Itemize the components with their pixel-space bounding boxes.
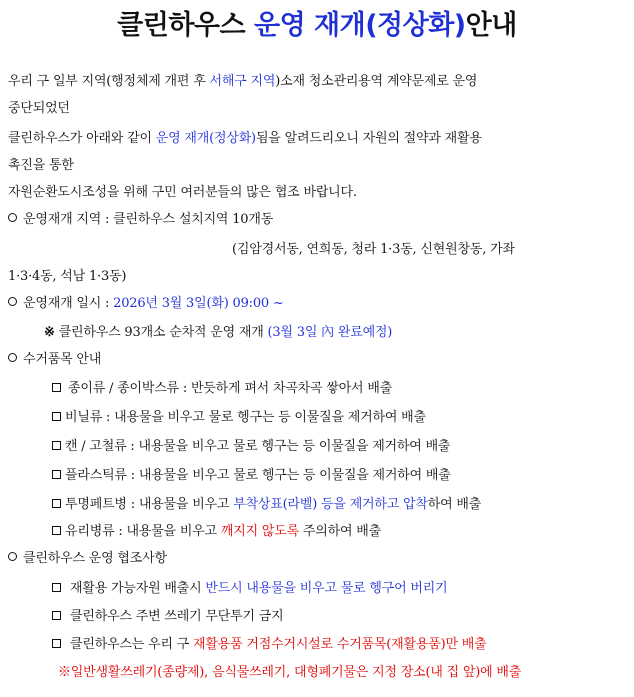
square-bullet-icon	[52, 526, 61, 535]
square-bullet-icon	[52, 499, 61, 508]
coop-text: 재활용 가능자원 배출시	[70, 581, 206, 596]
title-highlight: 운영 재개(정상화)	[253, 10, 466, 41]
square-bullet-icon	[52, 412, 61, 421]
item-text: 비닐류 : 내용물을 비우고 물로 헹구는 등 이물질을 제거하여 배출	[65, 410, 426, 425]
square-bullet-icon	[52, 441, 61, 450]
circle-bullet-icon	[8, 297, 17, 306]
title-part-1: 클린하우스	[117, 10, 254, 41]
intro-highlight: 운영 재개(정상화)	[155, 131, 256, 146]
item-text: 유리병류 : 내용물을 비우고	[65, 524, 221, 539]
coop-text: 클린하우스 주변 쓰레기 무단투기 금지	[70, 609, 284, 624]
square-bullet-icon	[52, 383, 61, 392]
area-heading	[8, 211, 273, 229]
item-plastic	[52, 467, 451, 485]
area-detail-1: (김암경서동, 연희동, 청라 1·3동, 신현원창동, 가좌	[232, 242, 515, 257]
intro-text: 우리 구 일부 지역(행정체제 개편 후	[8, 74, 210, 89]
circle-bullet-icon	[8, 552, 17, 561]
items-heading-text: 수거품목 안내	[23, 352, 102, 367]
area-detail-2: 1·3·4동, 석남 1·3동)	[8, 269, 127, 284]
item-paper	[52, 380, 392, 398]
coop-highlight: 재활용품 거점수거시설로 수거품목(재활용품)만 배출	[193, 637, 487, 652]
item-text: 투명페트병 : 내용물을 비우고	[65, 497, 234, 512]
coop-warning: ※일반생활쓰레기(종량제), 음식물쓰레기, 대형폐기물은 지정 장소(내 집 앞)에 배출	[58, 665, 522, 680]
schedule-note	[44, 324, 392, 342]
schedule-label: 운영재개 일시 :	[23, 296, 114, 311]
square-bullet-icon	[52, 470, 61, 479]
item-text: 플라스틱류 : 내용물을 비우고 물로 헹구는 등 이물질을 제거하여 배출	[65, 468, 451, 483]
item-highlight: 부착상표(라벨) 등을 제거하고 압착	[233, 497, 428, 512]
item-text: 캔 / 고철류 : 내용물을 비우고 물로 헹구는 등 이물질을 제거하여 배출	[65, 439, 451, 454]
intro-line-1	[8, 73, 477, 91]
intro-line-3	[8, 130, 482, 148]
coop-item-1	[52, 580, 448, 598]
intro-line-2: 중단되었던	[8, 101, 70, 116]
reference-mark-icon: ※	[44, 325, 55, 340]
items-heading	[8, 351, 101, 369]
square-bullet-icon	[52, 639, 61, 648]
coop-highlight: 반드시 내용물을 비우고 물로 헹구어 버리기	[205, 581, 448, 596]
circle-bullet-icon	[8, 353, 17, 362]
item-glass	[52, 523, 381, 541]
circle-bullet-icon	[8, 213, 17, 222]
square-bullet-icon	[52, 611, 61, 620]
item-can	[52, 438, 450, 456]
intro-text: 됨을 알려드리오니 자원의 절약과 재활용	[255, 131, 482, 146]
item-vinyl	[52, 409, 426, 427]
coop-item-3	[52, 636, 486, 654]
item-text: 종이류 / 종이박스류 : 반듯하게 펴서 차곡차곡 쌓아서 배출	[68, 381, 393, 396]
page-title	[0, 8, 634, 44]
schedule-heading	[8, 295, 284, 313]
square-bullet-icon	[52, 583, 61, 592]
item-pet	[52, 496, 481, 514]
intro-region: 서해구 지역	[209, 74, 276, 89]
coop-heading	[8, 550, 167, 568]
title-part-3: 안내	[465, 10, 517, 41]
item-text: 주의하여 배출	[298, 524, 381, 539]
schedule-date: 2026년 3월 3일(화) 09:00 ~	[113, 296, 284, 311]
area-label: 운영재개 지역 : 클린하우스 설치지역 10개동	[23, 212, 274, 227]
coop-heading-text: 클린하우스 운영 협조사항	[23, 551, 167, 566]
item-warning: 깨지지 않도록	[220, 524, 299, 539]
intro-line-5: 자원순환도시조성을 위해 구민 여러분들의 많은 협조 바랍니다.	[8, 185, 357, 200]
intro-line-4: 촉진을 통한	[8, 158, 74, 173]
intro-text: 클린하우스가 아래와 같이	[8, 131, 156, 146]
intro-text: )소재 청소관리용역 계약문제로 운영	[275, 74, 478, 89]
item-text: 하여 배출	[427, 497, 482, 512]
coop-text: 클린하우스는 우리 구	[70, 637, 194, 652]
schedule-note-text: 클린하우스 93개소 순차적 운영 재개	[58, 325, 268, 340]
coop-item-2	[52, 608, 283, 626]
schedule-note-highlight: (3월 3일 內 완료예정)	[267, 325, 393, 340]
